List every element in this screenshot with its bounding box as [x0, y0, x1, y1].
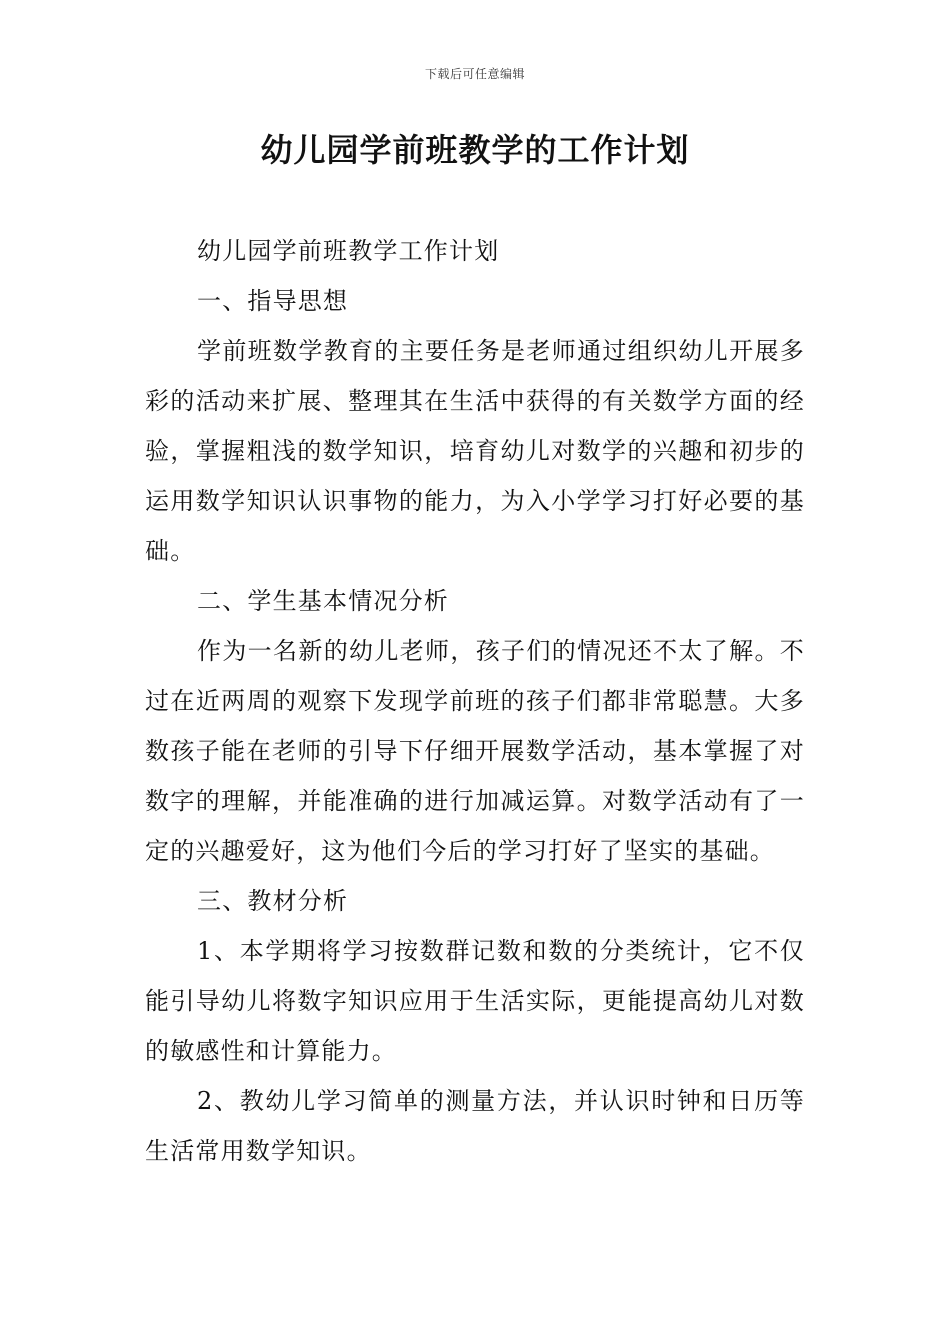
paragraph-student-analysis: 作为一名新的幼儿老师，孩子们的情况还不太了解。不过在近两周的观察下发现学前班的孩子们都非常聪慧。大多数孩子能在老师的引导下仔细开展数学活动，基本掌握了对数字的理解，并能准确的进行加减运算。对数学活动有了一定的兴趣爱好，这为他们今后的学习打好了坚实的基础。 [145, 637, 805, 865]
document-body [145, 226, 805, 1176]
paragraph-textbook-item-1: 1、本学期将学习按数群记数和数的分类统计，它不仅能引导幼儿将数字知识应用于生活实际，更能提高幼儿对数的敏感性和计算能力。 [145, 937, 805, 1065]
section-heading-textbook-analysis: 三、教材分析 [197, 887, 349, 915]
paragraph-textbook-item-2: 2、教幼儿学习简单的测量方法，并认识时钟和日历等生活常用数学知识。 [145, 1087, 805, 1165]
paragraph-plan-name: 幼儿园学前班教学工作计划 [197, 237, 500, 265]
paragraph-guiding-ideology: 学前班数学教育的主要任务是老师通过组织幼儿开展多彩的活动来扩展、整理其在生活中获得的有关数学方面的经验，掌握粗浅的数学知识，培育幼儿对数学的兴趣和初步的运用数学知识认识事物的能力，为入小学学习打好必要的基础。 [145, 337, 805, 565]
section-heading-student-analysis: 二、学生基本情况分析 [197, 587, 449, 615]
section-heading-guiding-ideology: 一、指导思想 [197, 287, 349, 315]
document-title: 幼儿园学前班教学的工作计划 [260, 131, 690, 169]
header-note: 下载后可任意编辑 [424, 67, 525, 81]
